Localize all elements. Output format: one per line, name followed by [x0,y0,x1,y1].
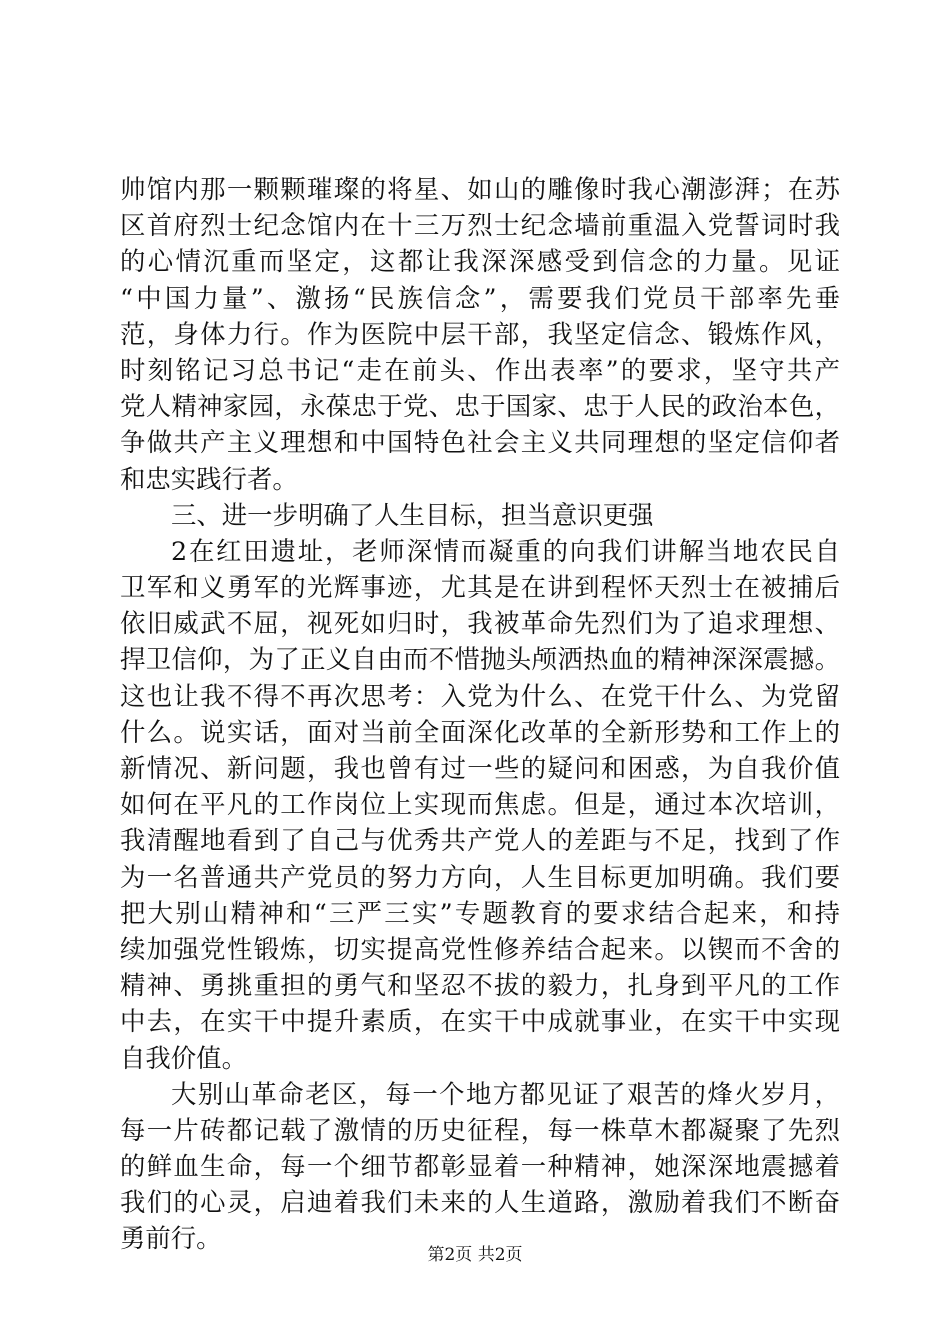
body-line: 大别山革命老区，每一个地方都见证了艰苦的烽火岁月， [171,1078,840,1109]
body-line: 帅馆内那一颗颗璀璨的将星、如山的雕像时我心潮澎湃；在苏 [120,174,840,204]
body-line: 我们的心灵，启迪着我们未来的人生道路，激励着我们不断奋 [120,1187,840,1218]
body-line: 区首府烈士纪念馆内在十三万烈士纪念墙前重温入党誓词时我 [120,210,840,241]
page-number-footer: 第2页 共2页 [427,1245,523,1265]
body-line: 这也让我不得不再次思考：入党为什么、在党干什么、为党留 [120,680,840,711]
body-line: 我清醒地看到了自己与优秀共产党人的差距与不足，找到了作 [120,825,840,856]
body-line: 新情况、新问题，我也曾有过一些的疑问和困惑，为自我价值 [120,753,840,783]
body-line: 勇前行。 [120,1223,222,1254]
body-line: 2在红田遗址，老师深情而凝重的向我们讲解当地农民自 [171,535,840,566]
body-line: 范，身体力行。作为医院中层干部，我坚定信念、锻炼作风， [120,318,840,349]
body-line: 什么。说实话，面对当前全面深化改革的全新形势和工作上的 [120,716,840,747]
body-line: 续加强党性锻炼，切实提高党性修养结合起来。以锲而不舍的 [120,933,840,964]
document-body [120,171,840,1257]
body-line: 依旧威武不屈，视死如归时，我被革命先烈们为了追求理想、 [120,608,840,639]
section-heading: 三、进一步明确了人生目标，担当意识更强 [171,499,654,530]
body-line: 时刻铭记习总书记“走在前头、作出表率”的要求，坚守共产 [120,354,840,385]
body-line: 自我价值。 [120,1042,247,1073]
body-line: 精神、勇挑重担的勇气和坚忍不拔的毅力，扎身到平凡的工作 [120,970,840,1001]
body-line: 的鲜血生命，每一个细节都彰显着一种精神，她深深地震撼着 [120,1151,840,1182]
body-line: 党人精神家园，永葆忠于党、忠于国家、忠于人民的政治本色， [120,391,840,422]
body-line: 卫军和义勇军的光辉事迹，尤其是在讲到程怀天烈士在被捕后 [120,572,840,603]
body-line: 中去，在实干中提升素质，在实干中成就事业，在实干中实现 [120,1006,840,1037]
body-line: 每一片砖都记载了激情的历史征程，每一株草木都凝聚了先烈 [120,1114,840,1145]
body-line: 捍卫信仰，为了正义自由而不惜抛头颅洒热血的精神深深震撼。 [120,644,840,675]
body-line: 的心情沉重而坚定，这都让我深深感受到信念的力量。见证 [120,246,840,277]
body-line: “中国力量”、激扬“民族信念”，需要我们党员干部率先垂 [120,282,840,313]
body-line: 和忠实践行者。 [120,463,298,494]
body-line: 把大别山精神和“三严三实”专题教育的要求结合起来，和持 [120,897,840,928]
body-line: 如何在平凡的工作岗位上实现而焦虑。但是，通过本次培训， [120,789,840,820]
body-line: 争做共产主义理想和中国特色社会主义共同理想的坚定信仰者 [120,427,840,458]
body-line: 为一名普通共产党员的努力方向，人生目标更加明确。我们要 [120,861,840,892]
